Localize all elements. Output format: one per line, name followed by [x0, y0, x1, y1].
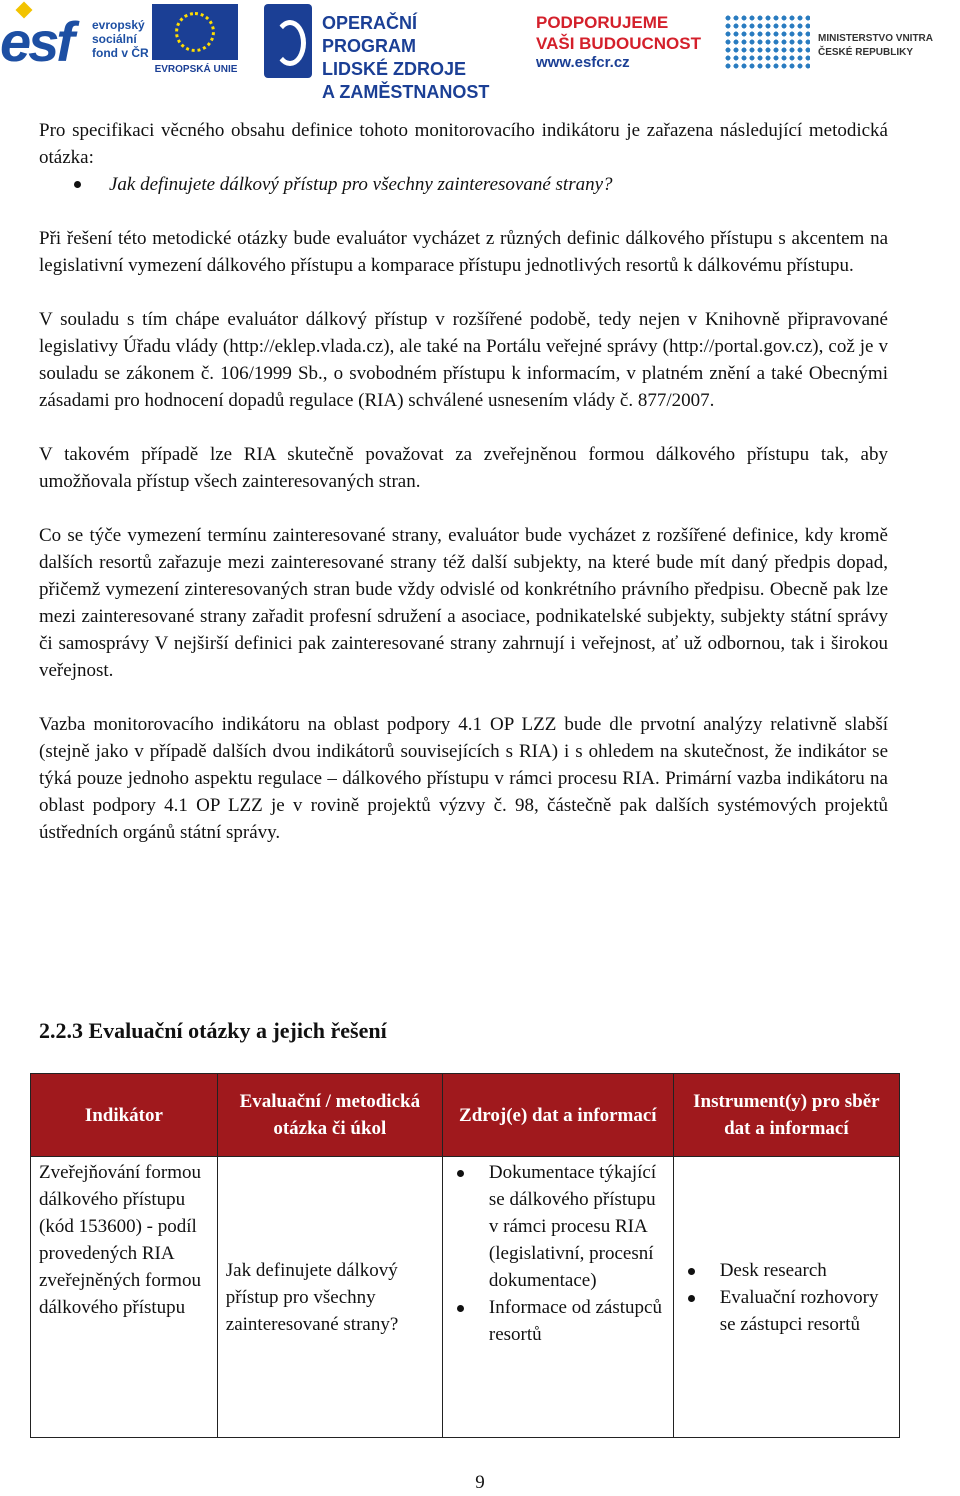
- table-row: [31, 1157, 900, 1438]
- paragraph: Při řešení této metodické otázky bude evaluátor vycházet z různých definic dálkového přístupu s akcentem na legislativní vymezení dálkového přístupu a komparace přístupu jednotlivých resortů k dálkovému přístupu.: [39, 228, 888, 276]
- eu-flag-icon: [152, 4, 238, 60]
- eu-logo: [152, 4, 240, 78]
- page-number: 9: [475, 1472, 485, 1493]
- list-item: Informace od zástupců resortů: [451, 1294, 665, 1348]
- list-item: Desk research: [682, 1257, 891, 1284]
- esfcr-url: www.esfcr.cz: [536, 54, 630, 71]
- list-item: Dokumentace týkající se dálkového přístupu v rámci procesu RIA (legislativní, procesní dokumentace): [451, 1159, 665, 1294]
- instruments-cell: [673, 1157, 899, 1438]
- bullet-icon: [688, 1295, 695, 1302]
- support-slogan-logo: PODPORUJEME VAŠI BUDOUCNOST www.esfcr.cz: [536, 13, 701, 71]
- esf-logo-mark: esf: [0, 10, 72, 73]
- section-heading: 2.2.3 Evaluační otázky a jejich řešení: [39, 1018, 387, 1043]
- sources-cell: [442, 1157, 673, 1438]
- column-header: Zdroj(e) dat a informací: [442, 1074, 673, 1157]
- bullet-icon: [457, 1305, 464, 1312]
- paragraph: Co se týče vymezení termínu zainteresované strany, evaluátor bude vycházet z rozšířené definice, kdy kromě dalších resortů zařazuje mezi zainteresované strany též další subjekty, na které bude mít daný předpis dopad, přičemž vymezení zinteresovaných stran bude vždy odvislé od konkrétního právního předpisu. Obecně pak lze mezi zainteresované strany zařadit profesní sdružení a asociace, podnikatelské subjekty, subjekty státní správy či samosprávy V nejširší definici pak zainteresované strany zahrnují i veřejnost, ať už odbornou, tak i širokou veřejnost.: [39, 525, 888, 681]
- paragraph: Vazba monitorovacího indikátoru na oblast podpory 4.1 OP LZZ bude dle prvotní analýzy relativně slabší (stejně jako v případě dalších dvou indikátorů souvisejících s RIA) i s ohledem na skutečnost, že indikátor se týká pouze jednoho aspektu regulace – dálkového přístupu v rámci procesu RIA. Primární vazba indikátoru na oblast podpory 4.1 OP LZZ je v rovině projektů výzvy č. 98, částečně pak dalších systémových projektů ústředních orgánů státní správy.: [39, 714, 888, 843]
- table-header-row: [31, 1074, 900, 1157]
- bullet-icon: [688, 1268, 695, 1275]
- ministry-logo: [722, 4, 960, 78]
- header-logo-bar: [0, 0, 960, 102]
- bullet-item: Jak definujete dálkový přístup pro všechny zainteresované strany?: [39, 171, 888, 198]
- document-body: [39, 117, 888, 846]
- paragraph: Pro specifikaci věcného obsahu definice tohoto monitorovacího indikátoru je zařazena následující metodická otázka:: [39, 120, 888, 168]
- bullet-icon: [457, 1170, 464, 1177]
- bullet-icon: [74, 181, 81, 188]
- paragraph: V takovém případě lze RIA skutečně považovat za zveřejněnou formou dálkového přístupu tak, aby umožňovala přístup všech zainteresovaných stran.: [39, 444, 888, 492]
- indicator-cell: Zveřejňování formou dálkového přístupu (kód 153600) - podíl provedených RIA zveřejněných formou dálkového přístupu: [31, 1157, 218, 1438]
- esf-logo: [0, 4, 151, 78]
- eu-logo-label: EVROPSKÁ UNIE: [154, 64, 238, 75]
- list-item: Evaluační rozhovory se zástupci resortů: [682, 1284, 891, 1338]
- op-lzz-logo: [264, 4, 514, 102]
- esf-logo-text: evropský sociální fond v ČR: [92, 18, 149, 60]
- column-header: Indikátor: [31, 1074, 218, 1157]
- ministry-logo-text: MINISTERSTVO VNITRA ČESKÉ REPUBLIKY: [818, 33, 934, 58]
- ministry-dots-icon: [724, 14, 810, 70]
- column-header: Evaluační / metodická otázka či úkol: [217, 1074, 442, 1157]
- question-cell: Jak definujete dálkový přístup pro všechny zainteresované strany?: [217, 1157, 442, 1438]
- paragraph: V souladu s tím chápe evaluátor dálkový přístup v rozšířené podobě, tedy nejen v Knihovně připravované legislativy Úřadu vlády (http://eklep.vlada.cz), ale také na Portálu veřejné správy (http://portal.gov.cz), což je v souladu se zákonem č. 106/1999 Sb., o svobodném přístupu k informacím, v platném znění a také Obecnými zásadami pro hodnocení dopadů regulace (RIA) schválené usnesením vlády č. 877/2007.: [39, 309, 888, 411]
- op-lzz-mark-icon: [264, 4, 312, 78]
- evaluation-table: [30, 1073, 900, 1438]
- op-lzz-logo-text: OPERAČNÍ PROGRAM LIDSKÉ ZDROJE A ZAMĚSTNANOST: [322, 13, 490, 102]
- column-header: Instrument(y) pro sběr dat a informací: [673, 1074, 899, 1157]
